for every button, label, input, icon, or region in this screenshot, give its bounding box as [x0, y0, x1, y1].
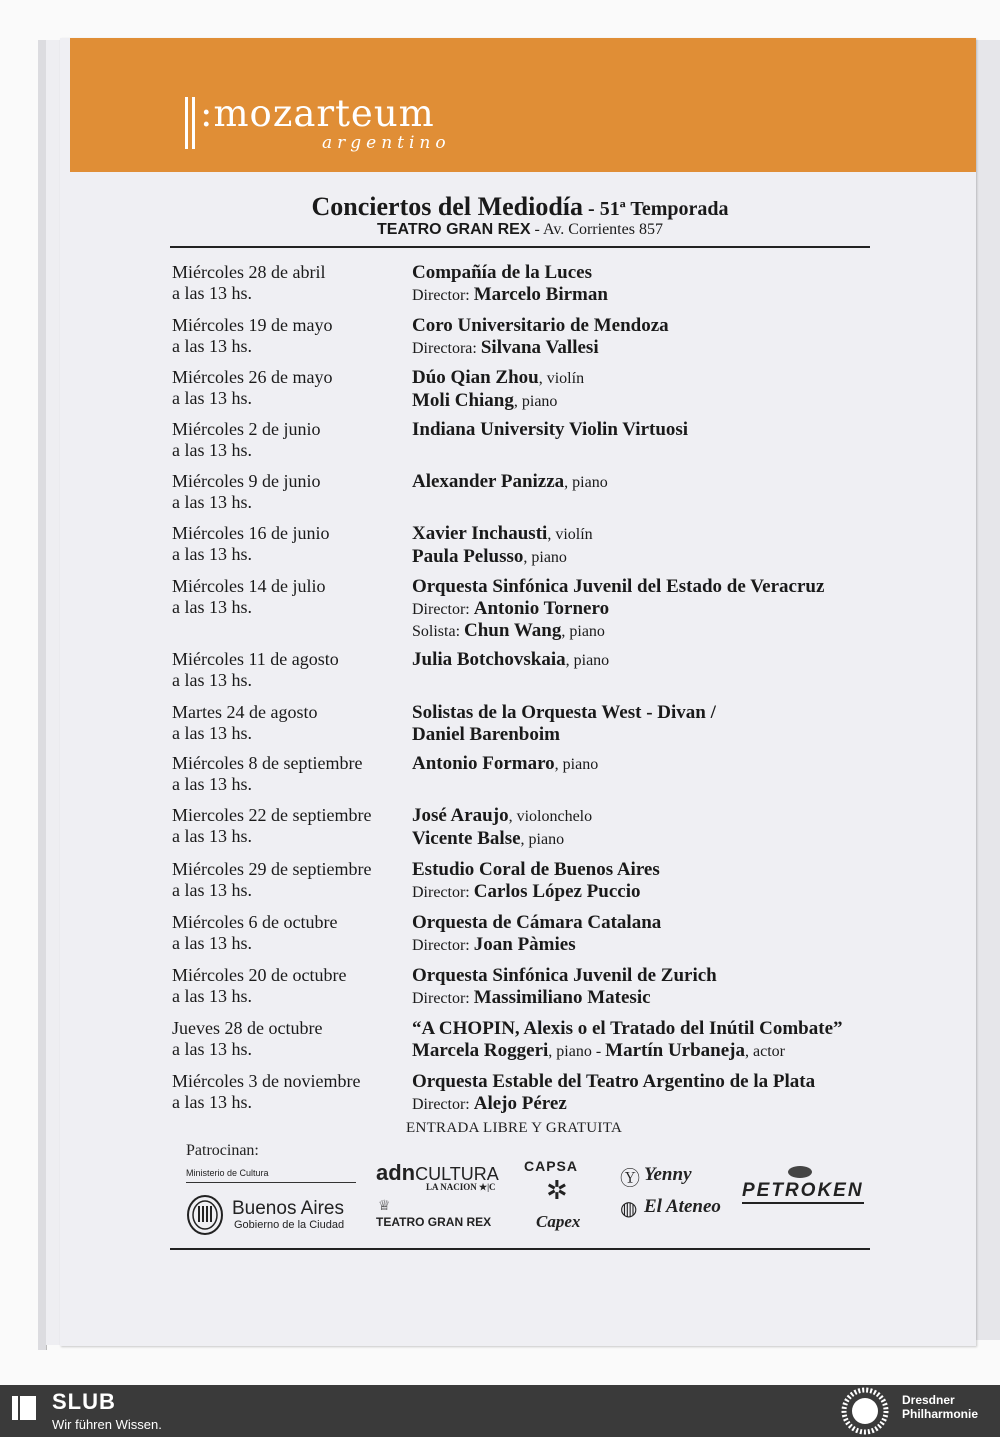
- title-separator: -: [583, 198, 600, 220]
- performer-line: [412, 1040, 912, 1063]
- concert-time: a las 13 hs.: [172, 543, 252, 564]
- concert-performers: [412, 1071, 912, 1115]
- concert-performers: [412, 753, 912, 776]
- yenny-icon: Ⓨ: [620, 1168, 640, 1190]
- performer-line: [412, 367, 912, 390]
- concert-day: Miércoles 29 de septiembre: [172, 859, 372, 879]
- concert-day: Miércoles 2 de junio: [172, 419, 321, 439]
- performer-line: [412, 965, 912, 987]
- philharmonie-line1: Dresdner: [902, 1393, 955, 1407]
- buenos-aires-sub: Gobierno de la Ciudad: [234, 1219, 345, 1231]
- performer-name: Carlos López Puccio: [473, 880, 641, 902]
- performer-name: Xavier Inchausti: [412, 523, 548, 544]
- philharmonie-sun-icon: [840, 1386, 890, 1436]
- ateneo-logo: El Ateneo: [644, 1196, 721, 1217]
- concert-date: [172, 1071, 402, 1112]
- capex-star-icon: ✲: [546, 1176, 568, 1205]
- concert-day: Miércoles 19 de mayo: [172, 315, 333, 335]
- performer-line: [412, 828, 912, 851]
- concert-performers: [412, 965, 912, 1009]
- concert-performers: [412, 576, 912, 643]
- concert-date: [172, 859, 402, 900]
- performer-name: Dúo Qian Zhou: [412, 367, 539, 388]
- title-main: Conciertos del Mediodía: [311, 192, 584, 221]
- philharmonie-line2: Philharmonie: [902, 1407, 979, 1421]
- bottom-divider: [170, 1248, 870, 1250]
- performer-line: [412, 576, 912, 598]
- performer-name: José Araujo: [412, 805, 509, 826]
- concert-time: a las 13 hs.: [172, 985, 252, 1006]
- slub-book-icon: [10, 1393, 40, 1423]
- adn-text: adn: [376, 1160, 416, 1185]
- venue-name: TEATRO GRAN REX: [377, 221, 531, 238]
- concert-day: Miércoles 8 de septiembre: [172, 753, 363, 773]
- performer-line: [412, 859, 912, 881]
- concert-day: Miércoles 26 de mayo: [172, 367, 333, 387]
- performer-name: “A CHOPIN, Alexis o el Tratado del Inútil Combate”: [412, 1018, 843, 1039]
- performer-line: [412, 471, 912, 494]
- concert-day: Jueves 28 de octubre: [172, 1018, 323, 1038]
- concert-date: [172, 1018, 402, 1059]
- concert-performers: [412, 649, 912, 672]
- performer-name: Chun Wang: [464, 620, 562, 641]
- concert-time: a las 13 hs.: [172, 1091, 252, 1112]
- free-entry-note: ENTRADA LIBRE Y GRATUITA: [406, 1120, 623, 1136]
- adn-sub: LA NACION ★|C: [426, 1182, 496, 1192]
- performer-name: Alejo Pérez: [473, 1092, 567, 1114]
- top-divider: [170, 246, 870, 248]
- performer-line: [412, 934, 912, 957]
- concert-time: a las 13 hs.: [172, 491, 252, 512]
- concert-date: [172, 965, 402, 1006]
- concert-day: Miércoles 11 de agosto: [172, 649, 339, 669]
- performer-name: Compañía de la Luces: [412, 262, 592, 283]
- concert-date: [172, 262, 402, 303]
- performer-name: Paula Pelusso: [412, 545, 524, 567]
- performer-line: [412, 649, 912, 672]
- performer-name: Coro Universitario de Mendoza: [412, 315, 669, 336]
- performer-name: Solistas de la Orquesta West - Divan /: [412, 702, 716, 723]
- performer-role: Director:: [412, 286, 474, 304]
- philharmonie-name: [902, 1393, 978, 1421]
- sponsors-label: Patrocinan:: [186, 1142, 259, 1159]
- concert-date: [172, 367, 402, 408]
- performer-line: [412, 1018, 912, 1040]
- buenos-aires-name: Buenos Aires: [232, 1198, 344, 1219]
- concert-day: Miércoles 20 de octubre: [172, 965, 347, 985]
- venue-address: Av. Corrientes 857: [542, 221, 663, 238]
- performer-line: [412, 523, 912, 546]
- concert-performers: [412, 805, 912, 850]
- concert-performers: [412, 523, 912, 568]
- performer-line: [412, 337, 912, 360]
- performer-line: [412, 419, 912, 441]
- performer-role: , piano: [561, 623, 605, 640]
- performer-role: , piano -: [548, 1042, 606, 1060]
- slub-name: SLUB: [52, 1389, 116, 1414]
- concert-day: Miércoles 28 de abril: [172, 262, 326, 282]
- page-title: [170, 192, 870, 222]
- concert-time: a las 13 hs.: [172, 387, 252, 408]
- concert-performers: [412, 315, 912, 359]
- yenny-logo: Yenny: [644, 1164, 692, 1185]
- concert-time: a las 13 hs.: [172, 722, 252, 743]
- concert-day: Martes 24 de agosto: [172, 702, 318, 722]
- concert-time: a las 13 hs.: [172, 1038, 252, 1059]
- performer-role: , piano: [520, 830, 565, 848]
- concert-performers: [412, 262, 912, 306]
- performer-name: Antonio Tornero: [473, 597, 610, 619]
- performer-name: Indiana University Violin Virtuosi: [412, 419, 689, 440]
- concert-day: Miércoles 16 de junio: [172, 523, 330, 543]
- concert-date: [172, 315, 402, 356]
- performer-name: Orquesta Sinfónica Juvenil de Zurich: [412, 965, 717, 986]
- performer-line: [412, 598, 912, 621]
- performer-line: [412, 881, 912, 904]
- performer-line: [412, 390, 912, 413]
- performer-line: [412, 724, 912, 746]
- concert-performers: [412, 1018, 912, 1062]
- performer-name: Orquesta Sinfónica Juvenil del Estado de Veracruz: [412, 576, 825, 597]
- logo-subtitle: argentino: [322, 133, 451, 153]
- venue-line: [170, 221, 870, 239]
- page-edge-right: [976, 40, 1000, 1340]
- cultura-text: CULTURA: [415, 1164, 499, 1184]
- performer-line: [412, 1093, 912, 1116]
- performer-name: Daniel Barenboim: [412, 723, 560, 745]
- concert-performers: [412, 367, 912, 412]
- concert-date: [172, 419, 402, 460]
- concert-time: a las 13 hs.: [172, 669, 252, 690]
- gran-rex-crown-icon: ♕: [378, 1199, 391, 1214]
- concert-day: Miércoles 9 de junio: [172, 471, 321, 491]
- concert-time: a las 13 hs.: [172, 282, 252, 303]
- petroken-drop-icon: [788, 1166, 812, 1178]
- performer-name: Orquesta de Cámara Catalana: [412, 912, 662, 933]
- performer-role: , piano: [554, 756, 599, 773]
- capex-logo: Capex: [536, 1212, 581, 1231]
- page-edge: [46, 40, 61, 1345]
- performer-role: , piano: [523, 548, 567, 566]
- concert-date: [172, 576, 402, 617]
- performer-role: Director:: [412, 1095, 474, 1113]
- performer-name: Joan Pàmies: [473, 933, 576, 955]
- concert-date: [172, 649, 402, 690]
- concert-day: Miércoles 3 de noviembre: [172, 1071, 361, 1091]
- performer-role: Directora:: [412, 339, 481, 357]
- performer-line: [412, 987, 912, 1010]
- performer-role: , violín: [538, 370, 585, 387]
- performer-name: Marcela Roggeri: [412, 1039, 549, 1061]
- performer-role: Director:: [412, 883, 474, 901]
- concert-day: Miércoles 6 de octubre: [172, 912, 338, 932]
- performer-name: Estudio Coral de Buenos Aires: [412, 859, 660, 880]
- performer-role: , piano: [565, 652, 610, 669]
- performer-line: [412, 702, 912, 724]
- concert-performers: [412, 859, 912, 903]
- concert-performers: [412, 471, 912, 494]
- concert-date: [172, 702, 402, 743]
- ministerio-label: Ministerio de Cultura: [186, 1168, 269, 1178]
- performer-name: Silvana Vallesi: [480, 336, 599, 358]
- concert-date: [172, 523, 402, 564]
- title-season: 51ª Temporada: [599, 198, 729, 220]
- performer-role: , piano: [564, 474, 608, 491]
- performer-role: , actor: [745, 1042, 785, 1060]
- performer-line: [412, 262, 912, 284]
- concert-time: a las 13 hs.: [172, 335, 252, 356]
- concert-date: [172, 753, 402, 794]
- concert-performers: [412, 419, 912, 441]
- concert-time: a las 13 hs.: [172, 932, 252, 953]
- concert-date: [172, 805, 402, 846]
- logo-wordmark: :mozarteum: [200, 92, 435, 135]
- concert-time: a las 13 hs.: [172, 879, 252, 900]
- concert-day: Miércoles 14 de julio: [172, 576, 326, 596]
- concert-performers: [412, 912, 912, 956]
- sponsor-logos: [180, 1160, 880, 1240]
- performer-role: Solista:: [412, 623, 465, 640]
- performer-line: [412, 284, 912, 307]
- performer-name: Alexander Panizza: [412, 471, 565, 492]
- performer-role: , piano: [513, 392, 558, 410]
- performer-line: [412, 753, 912, 776]
- performer-name: Moli Chiang: [412, 389, 514, 411]
- performer-role: , violín: [547, 526, 593, 543]
- concert-performers: [412, 702, 912, 745]
- mozarteum-logo-icon: [185, 97, 195, 149]
- ministerio-rule: [186, 1182, 356, 1183]
- petroken-logo: PETROKEN: [742, 1180, 864, 1204]
- performer-line: [412, 546, 912, 569]
- performer-line: [412, 620, 912, 643]
- concert-date: [172, 912, 402, 953]
- performer-role: , violonchelo: [508, 808, 593, 825]
- performer-role: Director:: [412, 936, 474, 954]
- performer-name: Antonio Formaro: [412, 753, 555, 774]
- repository-footer: [0, 1385, 1000, 1437]
- concert-day: Miercoles 22 de septiembre: [172, 805, 372, 825]
- performer-line: [412, 912, 912, 934]
- concert-time: a las 13 hs.: [172, 439, 252, 460]
- concert-date: [172, 471, 402, 512]
- performer-line: [412, 1071, 912, 1093]
- performer-line: [412, 805, 912, 828]
- performer-line: [412, 315, 912, 337]
- performer-name: Vicente Balse: [412, 827, 521, 849]
- performer-name: Marcelo Birman: [473, 283, 608, 305]
- performer-name: Julia Botchovskaia: [412, 649, 566, 670]
- capsa-logo: CAPSA: [524, 1158, 579, 1174]
- performer-name: Massimiliano Matesic: [473, 986, 651, 1008]
- performer-name: Martín Urbaneja: [605, 1039, 746, 1061]
- performer-role: Director:: [412, 989, 474, 1007]
- slub-slogan: Wir führen Wissen.: [52, 1417, 162, 1432]
- gran-rex-logo: TEATRO GRAN REX: [376, 1215, 492, 1229]
- buenos-aires-crest-icon: [186, 1194, 224, 1236]
- performer-role: Director:: [412, 600, 474, 618]
- venue-separator: -: [530, 221, 543, 238]
- performer-name: Orquesta Estable del Teatro Argentino de la Plata: [412, 1071, 816, 1092]
- concert-time: a las 13 hs.: [172, 596, 252, 617]
- ateneo-icon: ◍: [620, 1198, 638, 1220]
- concert-time: a las 13 hs.: [172, 825, 252, 846]
- concert-time: a las 13 hs.: [172, 773, 252, 794]
